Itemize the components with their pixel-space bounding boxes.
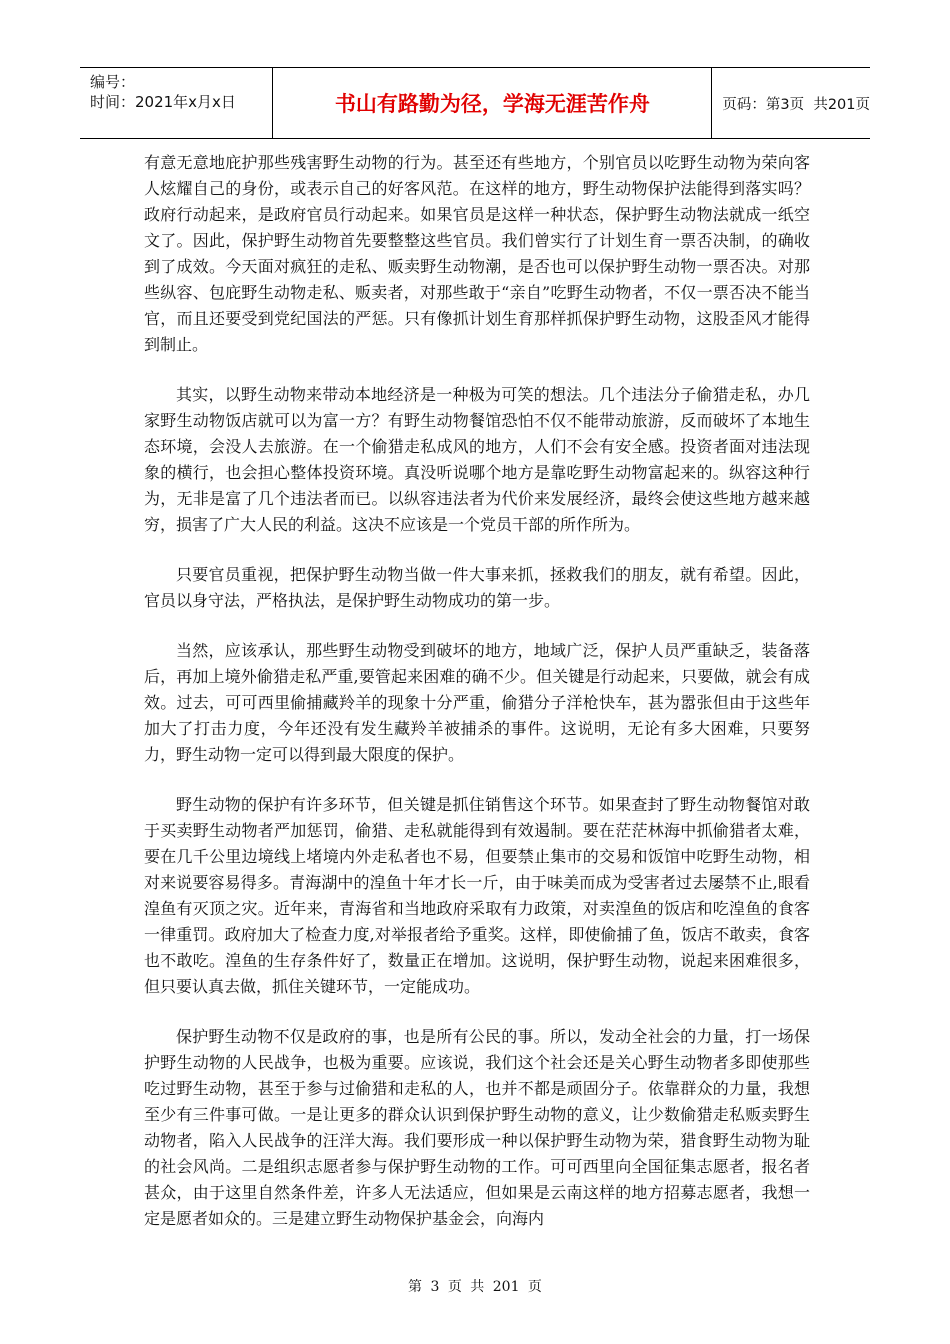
header-page-info (712, 68, 870, 138)
document-body (144, 150, 810, 1256)
header-meta (80, 68, 273, 138)
paragraph: 野生动物的保护有许多环节，但关键是抓住销售这个环节。如果查封了野生动物餐馆对敢于买卖野生动物者严加惩罚，偷猎、走私就能得到有效遏制。要在茫茫林海中抓偷猎者太难，要在几千公里边境线上堵境内外走私者也不易，但要禁止集市的交易和饭馆中吃野生动物，相对来说要容易得多。青海湖中的湟鱼十年才长一斤，由于味美而成为受害者过去屡禁不止,眼看湟鱼有灭顶之灾。近年来，青海省和当地政府采取有力政策，对卖湟鱼的饭店和吃湟鱼的食客一律重罚。政府加大了检查力度,对举报者给予重奖。这样，即使偷捕了鱼，饭店不敢卖，食客也不敢吃。湟鱼的生存条件好了，数量正在增加。这说明，保护野生动物，说起来困难很多，但只要认真去做，抓住关键环节，一定能成功。 (144, 795, 810, 996)
document-number-label: 编号： (90, 73, 136, 91)
page-footer: 第 3 页 共 201 页 (408, 1279, 542, 1295)
header-motto: 书山有路勤为径，学海无涯苦作舟 (273, 68, 712, 138)
paragraph: 只要官员重视，把保护野生动物当做一件大事来抓，拯救我们的朋友，就有希望。因此，官员以身守法，严格执法，是保护野生动物成功的第一步。 (144, 565, 810, 610)
document-date-label: 时间：2021年x月x日 (90, 93, 236, 111)
header-page-label: 页码：第3页 共201页 (722, 96, 870, 113)
paragraph: 其实，以野生动物来带动本地经济是一种极为可笑的想法。几个违法分子偷猎走私，办几家野生动物饭店就可以为富一方？有野生动物餐馆恐怕不仅不能带动旅游，反而破坏了本地生态环境，会没人去旅游。在一个偷猎走私成风的地方，人们不会有安全感。投资者面对违法现象的横行，也会担心整体投资环境。真没听说哪个地方是靠吃野生动物富起来的。纵容这种行为，无非是富了几个违法者而已。以纵容违法者为代价来发展经济，最终会使这些地方越来越穷，损害了广大人民的利益。这决不应该是一个党员干部的所作所为。 (144, 385, 810, 534)
paragraph: 保护野生动物不仅是政府的事，也是所有公民的事。所以，发动全社会的力量，打一场保护野生动物的人民战争，也极为重要。应该说，我们这个社会还是关心野生动物者多即使那些吃过野生动物，甚至于参与过偷猎和走私的人，也并不都是顽固分子。依靠群众的力量，我想至少有三件事可做。一是让更多的群众认识到保护野生动物的意义，让少数偷猎走私贩卖野生动物者，陷入人民战争的汪洋大海。我们要形成一种以保护野生动物为荣，猎食野生动物为耻的社会风尚。二是组织志愿者参与保护野生动物的工作。可可西里向全国征集志愿者，报名者甚众，由于这里自然条件差，许多人无法适应，但如果是云南这样的地方招募志愿者，我想一定是愿者如众的。三是建立野生动物保护基金会，向海内 (144, 1027, 810, 1228)
page-header (80, 67, 870, 139)
paragraph: 当然，应该承认，那些野生动物受到破坏的地方，地域广泛，保护人员严重缺乏，装备落后，再加上境外偷猎走私严重,要管起来困难的确不少。但关键是行动起来，只要做，就会有成效。过去，可可西里偷捕藏羚羊的现象十分严重，偷猎分子洋枪快车，甚为嚣张但由于这些年加大了打击力度，今年还没有发生藏羚羊被捕杀的事件。这说明，无论有多大困难，只要努力，野生动物一定可以得到最大限度的保护。 (144, 641, 810, 764)
paragraph: 有意无意地庇护那些残害野生动物的行为。甚至还有些地方，个别官员以吃野生动物为荣向客人炫耀自己的身份，或表示自己的好客风范。在这样的地方，野生动物保护法能得到落实吗？政府行动起来，是政府官员行动起来。如果官员是这样一种状态，保护野生动物法就成一纸空文了。因此，保护野生动物首先要整整这些官员。我们曾实行了计划生育一票否决制，的确收到了成效。今天面对疯狂的走私、贩卖野生动物潮，是否也可以保护野生动物一票否决。对那些纵容、包庇野生动物走私、贩卖者，对那些敢于“亲自”吃野生动物者，不仅一票否决不能当官，而且还要受到党纪国法的严惩。只有像抓计划生育那样抓保护野生动物，这股歪风才能得到制止。 (144, 153, 810, 354)
